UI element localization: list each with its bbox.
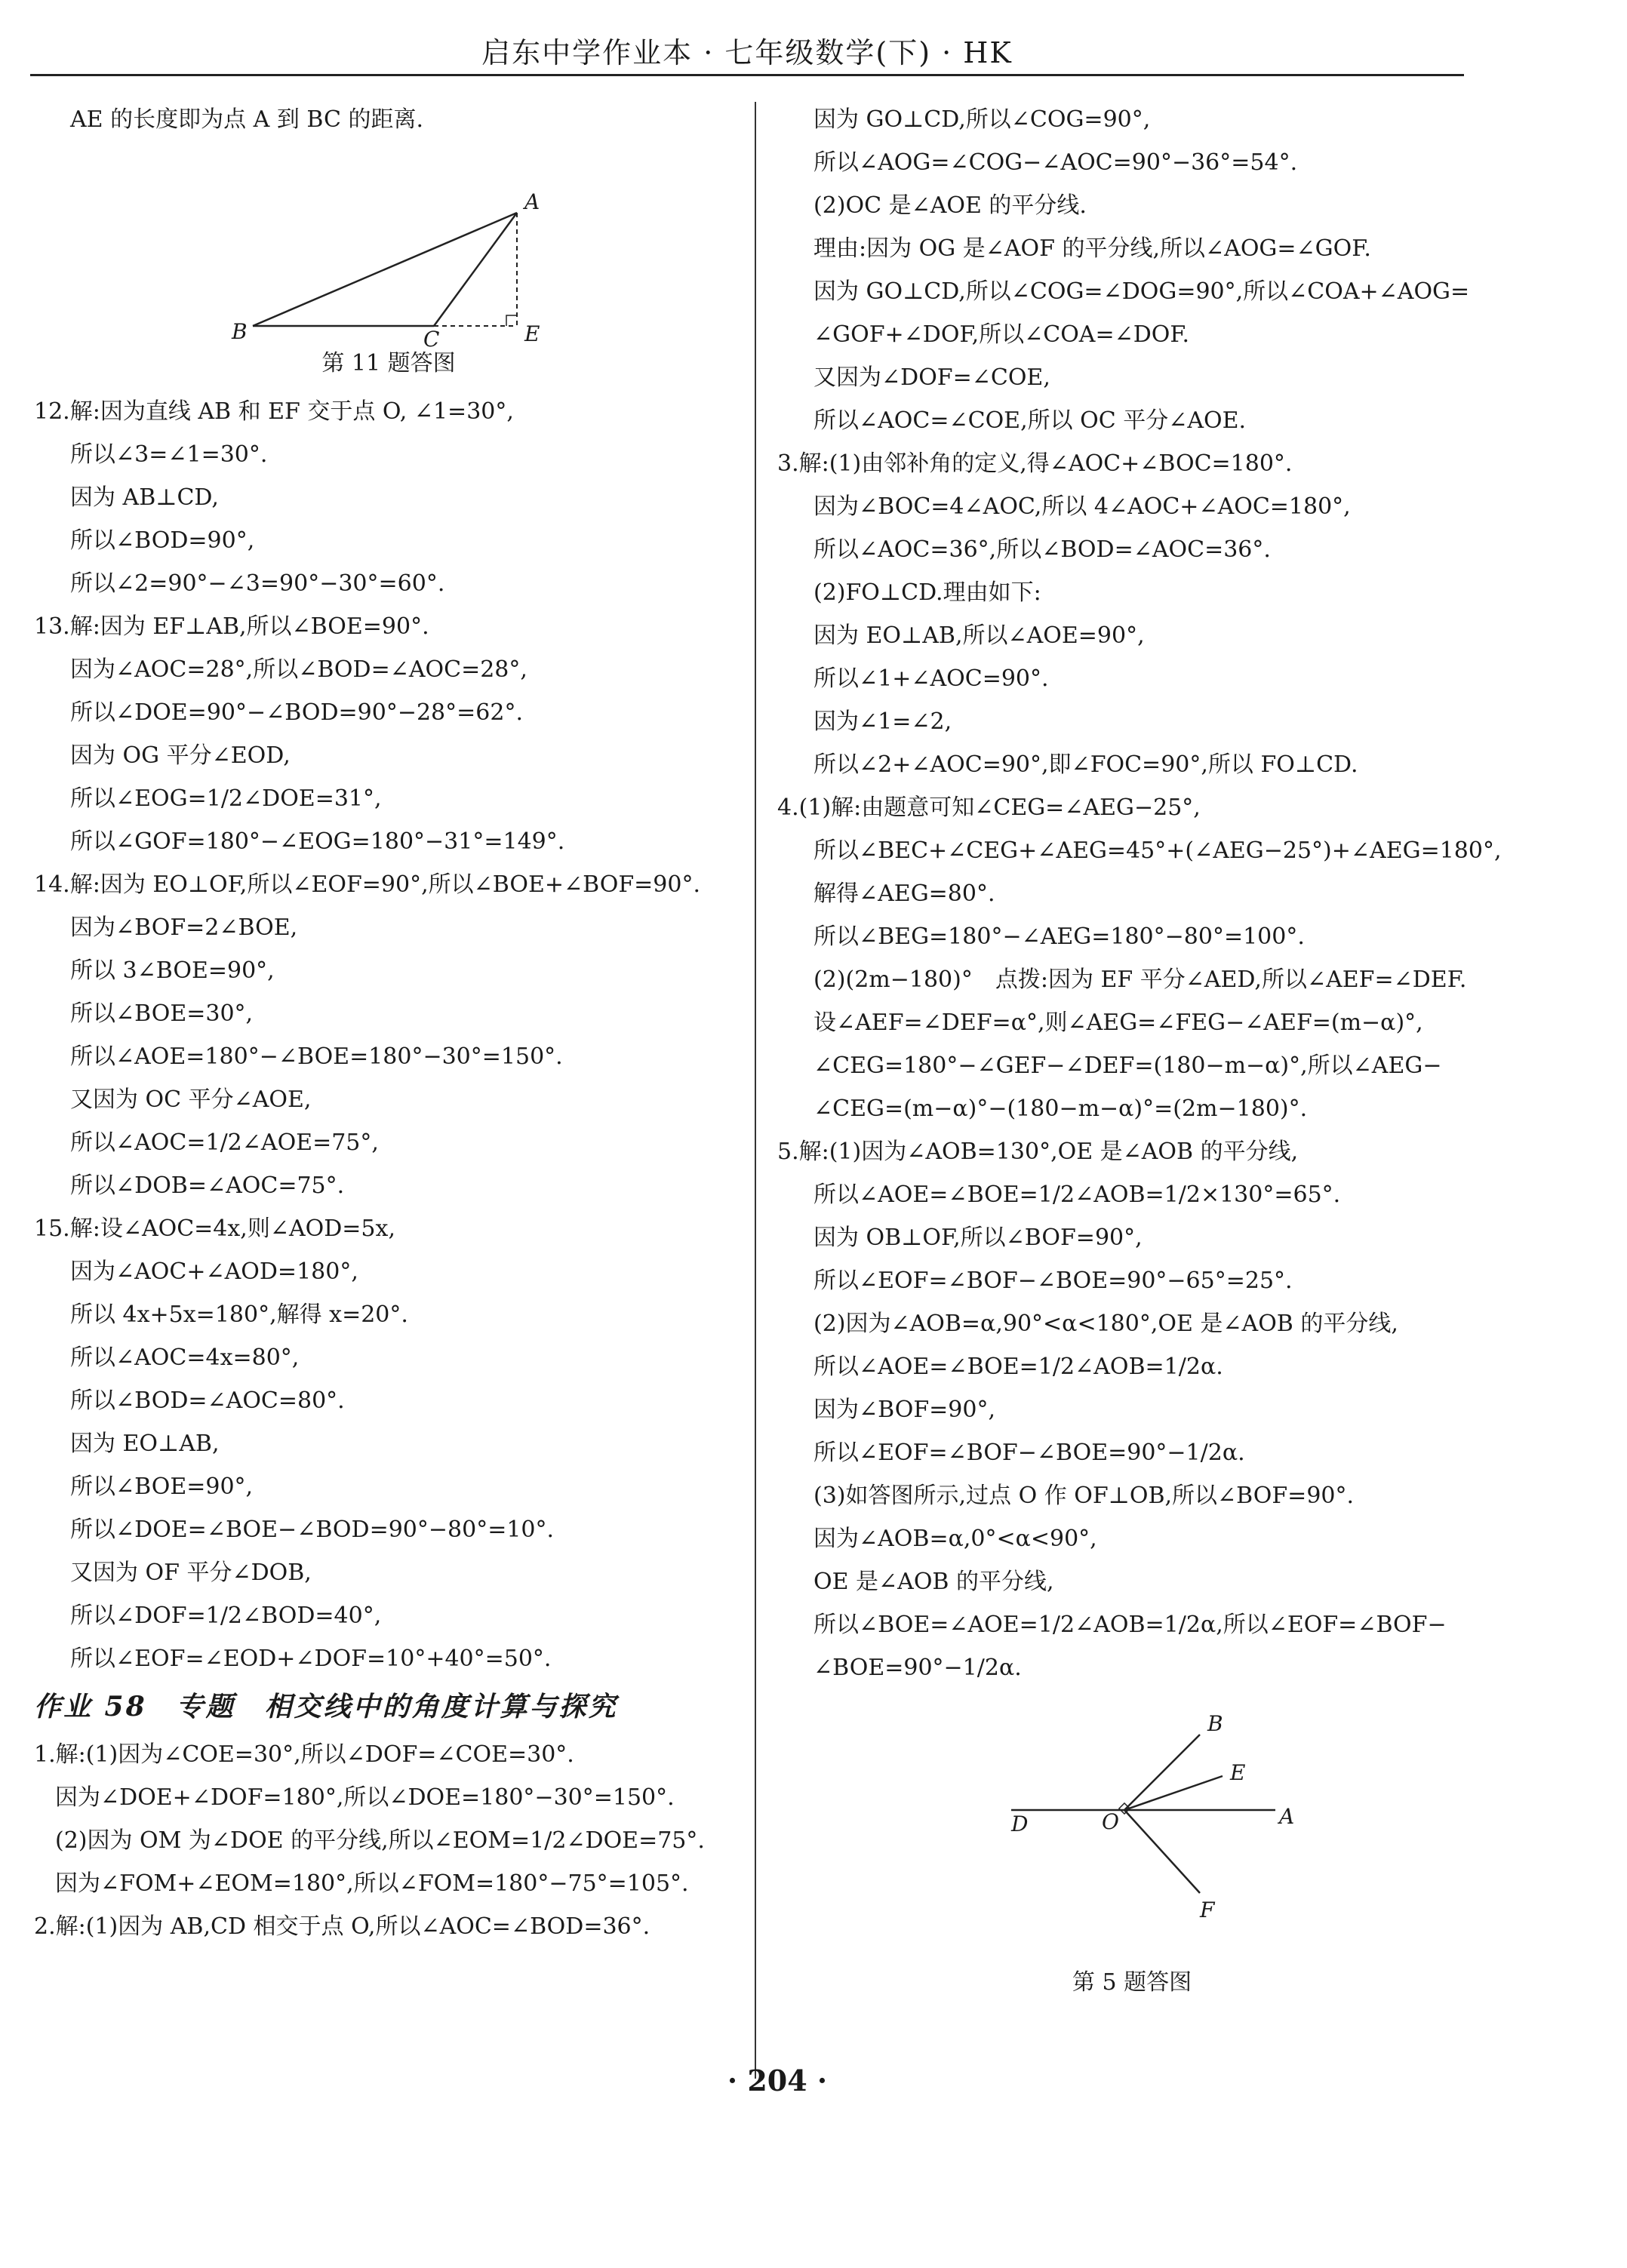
figure-5-diagram <box>777 1704 1487 1953</box>
figure-11-caption: 第 11 题答图 <box>321 350 456 376</box>
text-line: 因为 OB⊥OF,所以∠BOF=90°, <box>814 1225 1143 1251</box>
text-line: 所以∠AOC=∠COE,所以 OC 平分∠AOE. <box>814 407 1247 434</box>
text-line: 所以∠BOE=30°, <box>70 1000 254 1027</box>
text-line: 所以∠EOG=1/2∠DOE=31°, <box>70 785 382 812</box>
text-line: 12.解:因为直线 AB 和 EF 交于点 O, ∠1=30°, <box>34 398 514 425</box>
text-line: 因为∠BOF=90°, <box>814 1397 995 1423</box>
text-line: (2)因为∠AOB=α,90°<α<180°,OE 是∠AOB 的平分线, <box>814 1311 1398 1337</box>
text-line: 3.解:(1)由邻补角的定义,得∠AOC+∠BOC=180°. <box>777 450 1293 477</box>
text-line: 所以∠1+∠AOC=90°. <box>814 665 1049 692</box>
text-line: 解得∠AEG=80°. <box>814 880 995 907</box>
text-line: 所以∠AOC=1/2∠AOE=75°, <box>70 1129 379 1156</box>
text-line: 又因为∠DOF=∠COE, <box>814 364 1050 391</box>
page-number: · 204 · <box>727 2064 828 2097</box>
right-column <box>777 98 1502 2004</box>
label-f: F <box>1200 1898 1215 1922</box>
text-line: 所以∠DOE=90°−∠BOD=90°−28°=62°. <box>70 699 523 726</box>
text-line: 因为 EO⊥AB, <box>70 1431 220 1457</box>
text-line: ∠CEG=(m−α)°−(180−m−α)°=(2m−180)°. <box>814 1096 1308 1122</box>
figure-11-diagram <box>34 141 743 352</box>
text-line: 所以∠AOC=4x=80°, <box>70 1345 300 1371</box>
text-line: 因为 AB⊥CD, <box>70 484 219 511</box>
text-line: 所以∠2+∠AOC=90°,即∠FOC=90°,所以 FO⊥CD. <box>814 751 1358 778</box>
text-line: 15.解:设∠AOC=4x,则∠AOD=5x, <box>34 1215 395 1242</box>
text-line: 14.解:因为 EO⊥OF,所以∠EOF=90°,所以∠BOE+∠BOF=90°. <box>34 871 700 898</box>
text-line: 2.解:(1)因为 AB,CD 相交于点 O,所以∠AOC=∠BOD=36°. <box>34 1913 650 1940</box>
label-b: B <box>1207 1711 1223 1736</box>
header-rule <box>30 74 1464 76</box>
label-o: O <box>1102 1809 1119 1834</box>
section-title: 作业 58 专题 相交线中的角度计算与探究 <box>34 1691 618 1723</box>
text-line: (2)FO⊥CD.理由如下: <box>814 579 1041 606</box>
text-line: 所以∠BOD=90°, <box>70 527 255 554</box>
text-line: 所以∠BEC+∠CEG+∠AEG=45°+(∠AEG−25°)+∠AEG=180°, <box>814 837 1502 864</box>
text-line: 1.解:(1)因为∠COE=30°,所以∠DOF=∠COE=30°. <box>34 1741 574 1768</box>
text-line: 所以∠BEG=180°−∠AEG=180°−80°=100°. <box>814 923 1305 950</box>
page-header: 启东中学作业本 · 七年级数学(下) · HK <box>481 36 1013 69</box>
text-line: 所以∠BOE=90°, <box>70 1474 254 1500</box>
column-divider <box>755 102 756 2079</box>
text-line: 因为 GO⊥CD,所以∠COG=90°, <box>814 106 1151 133</box>
figure-5-caption: 第 5 题答图 <box>1072 1969 1192 1996</box>
answers-12-15 <box>34 390 743 1680</box>
label-c: C <box>423 327 440 352</box>
text-line: 因为∠BOC=4∠AOC,所以 4∠AOC+∠AOC=180°, <box>814 493 1351 520</box>
text-line: 所以∠BOD=∠AOC=80°. <box>70 1388 345 1414</box>
text-line: 因为∠DOE+∠DOF=180°,所以∠DOE=180°−30°=150°. <box>55 1784 675 1811</box>
text-line: 又因为 OF 平分∠DOB, <box>70 1560 312 1586</box>
text-line: 所以∠2=90°−∠3=90°−30°=60°. <box>70 570 445 597</box>
text-line: 所以∠AOE=∠BOE=1/2∠AOB=1/2α. <box>814 1354 1223 1380</box>
text-line: 所以∠AOC=36°,所以∠BOD=∠AOC=36°. <box>814 536 1271 563</box>
text-line: 所以∠BOE=∠AOE=1/2∠AOB=1/2α,所以∠EOF=∠BOF− <box>814 1612 1447 1638</box>
text-line: 所以∠GOF=180°−∠EOG=180°−31°=149°. <box>70 828 565 855</box>
text-line: (3)如答图所示,过点 O 作 OF⊥OB,所以∠BOF=90°. <box>814 1483 1355 1509</box>
text-line: 因为∠BOF=2∠BOE, <box>70 914 298 941</box>
text-line: 所以∠AOG=∠COG−∠AOC=90°−36°=54°. <box>814 149 1298 176</box>
text-line: (2)OC 是∠AOE 的平分线. <box>814 192 1087 219</box>
text-line: 13.解:因为 EF⊥AB,所以∠BOE=90°. <box>34 613 429 640</box>
text-line: 理由:因为 OG 是∠AOF 的平分线,所以∠AOG=∠GOF. <box>814 235 1371 262</box>
text-line: ∠CEG=180°−∠GEF−∠DEF=(180−m−α)°,所以∠AEG− <box>814 1053 1442 1079</box>
text-line: 所以∠EOF=∠BOF−∠BOE=90°−1/2α. <box>814 1440 1245 1466</box>
text-line: 所以∠EOF=∠BOF−∠BOE=90°−65°=25°. <box>814 1268 1293 1294</box>
text-line: 因为 GO⊥CD,所以∠COG=∠DOG=90°,所以∠COA+∠AOG= <box>814 278 1470 305</box>
text-line: 因为∠AOB=α,0°<α<90°, <box>814 1526 1097 1552</box>
text-line: 因为∠1=∠2, <box>814 708 952 735</box>
answers-58 <box>34 1733 743 1948</box>
text-line: OE 是∠AOB 的平分线, <box>814 1569 1054 1595</box>
label-d: D <box>1011 1812 1029 1836</box>
text-line: 5.解:(1)因为∠AOB=130°,OE 是∠AOB 的平分线, <box>777 1139 1299 1165</box>
text-line: 所以∠3=∠1=30°. <box>70 441 268 468</box>
text-line: 所以∠AOE=∠BOE=1/2∠AOB=1/2×130°=65°. <box>814 1182 1341 1208</box>
label-e: E <box>524 321 540 346</box>
text-line: 所以∠EOF=∠EOD+∠DOF=10°+40°=50°. <box>70 1646 552 1672</box>
text-line: 因为∠AOC+∠AOD=180°, <box>70 1258 358 1285</box>
text-line: 所以∠AOE=180°−∠BOE=180°−30°=150°. <box>70 1043 563 1070</box>
left-column <box>34 98 743 1948</box>
text-line: 所以∠DOE=∠BOE−∠BOD=90°−80°=10°. <box>70 1517 555 1543</box>
text-line: 因为∠FOM+∠EOM=180°,所以∠FOM=180°−75°=105°. <box>55 1870 689 1897</box>
label-a: A <box>1279 1804 1295 1829</box>
text-line: 因为 EO⊥AB,所以∠AOE=90°, <box>814 622 1145 649</box>
text-line: ∠GOF+∠DOF,所以∠COA=∠DOF. <box>814 321 1190 348</box>
figure-11 <box>34 141 743 352</box>
text-line: 4.(1)解:由题意可知∠CEG=∠AEG−25°, <box>777 794 1201 821</box>
text-line: (2)(2m−180)° 点拨:因为 EF 平分∠AED,所以∠AEF=∠DEF. <box>814 967 1467 993</box>
text-line: 所以∠DOB=∠AOC=75°. <box>70 1172 345 1199</box>
text-line: ∠BOE=90°−1/2α. <box>814 1655 1022 1681</box>
label-a: A <box>524 189 540 214</box>
text-line: 又因为 OC 平分∠AOE, <box>70 1086 312 1113</box>
text-line: AE 的长度即为点 A 到 BC 的距离. <box>70 106 424 133</box>
figure-5 <box>777 1704 1487 1953</box>
text-line: 所以∠DOF=1/2∠BOD=40°, <box>70 1603 382 1629</box>
text-line: 所以 4x+5x=180°,解得 x=20°. <box>70 1301 408 1328</box>
label-b: B <box>232 319 248 344</box>
text-line: 所以 3∠BOE=90°, <box>70 957 275 984</box>
text-line: 设∠AEF=∠DEF=α°,则∠AEG=∠FEG−∠AEF=(m−α)°, <box>814 1010 1423 1036</box>
text-line: 因为 OG 平分∠EOD, <box>70 742 291 769</box>
text-line: 因为∠AOC=28°,所以∠BOD=∠AOC=28°, <box>70 656 527 683</box>
text-line: (2)因为 OM 为∠DOE 的平分线,所以∠EOM=1/2∠DOE=75°. <box>55 1827 705 1854</box>
label-e: E <box>1230 1760 1246 1785</box>
